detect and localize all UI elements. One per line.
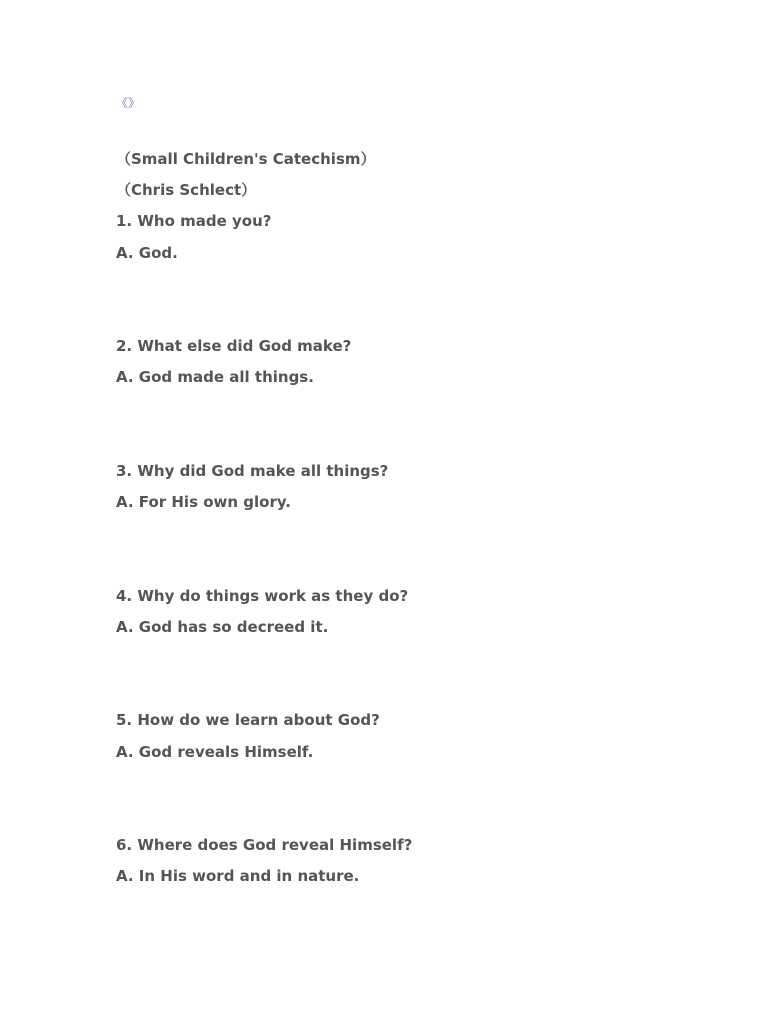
catechism-line: 4. Why do things work as they do? — [116, 586, 409, 605]
catechism-line: A. God. — [116, 243, 178, 262]
catechism-line: 6. Where does God reveal Himself? — [116, 836, 413, 855]
catechism-line: A. God reveals Himself. — [116, 742, 314, 761]
catechism-line: 1. Who made you? — [116, 212, 272, 231]
catechism-line — [116, 804, 716, 835]
catechism-line — [116, 554, 716, 585]
document-subtitle — [116, 121, 716, 149]
catechism-line: 2. What else did God make? — [116, 337, 352, 356]
catechism-line: （Chris Schlect） — [116, 181, 257, 200]
catechism-line: A. For His own glory. — [116, 493, 291, 512]
catechism-line — [116, 274, 716, 305]
catechism-lines — [116, 149, 716, 929]
catechism-line: （Small Children's Catechism） — [116, 150, 376, 168]
catechism-line — [116, 305, 716, 336]
catechism-line: 5. How do we learn about God? — [116, 711, 380, 730]
catechism-line — [116, 648, 716, 679]
catechism-line: A. God has so decreed it. — [116, 617, 329, 636]
catechism-line — [116, 430, 716, 461]
catechism-line: A. God made all things. — [116, 368, 314, 387]
catechism-line — [116, 399, 716, 430]
catechism-line — [116, 523, 716, 554]
catechism-line: 3. Why did God make all things? — [116, 461, 389, 480]
catechism-line: A. In His word and in nature. — [116, 867, 360, 886]
catechism-line — [116, 773, 716, 804]
top-link[interactable]: 《》 — [116, 96, 141, 110]
document-page — [116, 94, 716, 929]
catechism-line — [116, 679, 716, 710]
catechism-line — [116, 898, 716, 929]
